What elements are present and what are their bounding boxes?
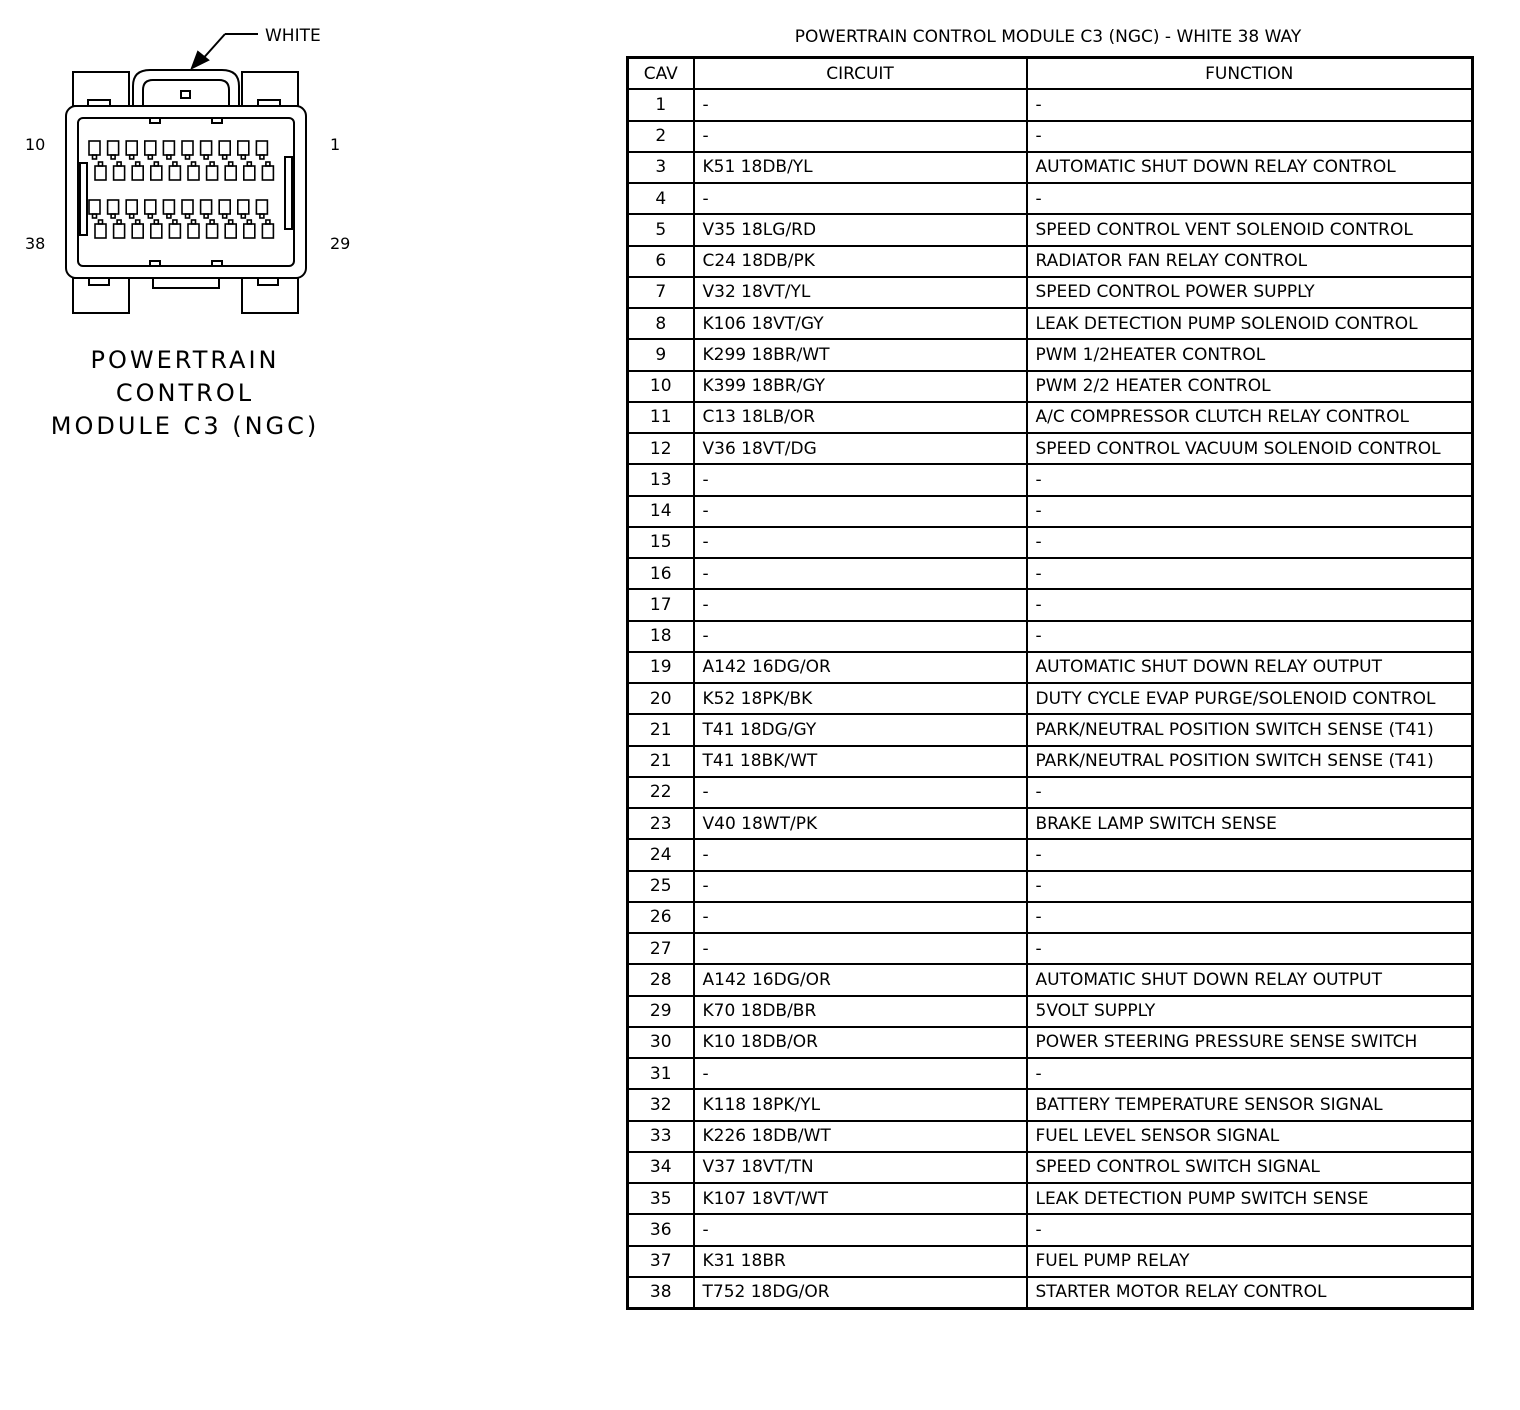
function-cell: PARK/NEUTRAL POSITION SWITCH SENSE (T41) bbox=[1027, 714, 1473, 745]
table-row bbox=[628, 996, 1473, 1027]
cav-cell: 19 bbox=[628, 652, 694, 683]
circuit-cell: - bbox=[694, 777, 1027, 808]
table-row bbox=[628, 402, 1473, 433]
circuit-cell: - bbox=[694, 589, 1027, 620]
table-row bbox=[628, 1214, 1473, 1245]
cavity bbox=[244, 166, 255, 180]
cav-cell: 13 bbox=[628, 464, 694, 495]
cav-cell: 25 bbox=[628, 871, 694, 902]
circuit-cell: A142 16DG/OR bbox=[694, 652, 1027, 683]
circuit-cell: - bbox=[694, 1058, 1027, 1089]
function-cell: - bbox=[1027, 1058, 1473, 1089]
cavity bbox=[145, 141, 156, 155]
cav-cell: 24 bbox=[628, 839, 694, 870]
cav-cell: 38 bbox=[628, 1277, 694, 1309]
circuit-cell: K299 18BR/WT bbox=[694, 339, 1027, 370]
function-cell: PWM 2/2 HEATER CONTROL bbox=[1027, 371, 1473, 402]
circuit-cell: V37 18VT/TN bbox=[694, 1152, 1027, 1183]
connector-latch-bottom-right bbox=[242, 278, 298, 313]
cav-cell: 21 bbox=[628, 714, 694, 745]
cav-cell: 6 bbox=[628, 246, 694, 277]
function-cell: SPEED CONTROL SWITCH SIGNAL bbox=[1027, 1152, 1473, 1183]
table-row bbox=[628, 652, 1473, 683]
cav-cell: 16 bbox=[628, 558, 694, 589]
cavity bbox=[225, 224, 236, 238]
table-row bbox=[628, 902, 1473, 933]
cavity bbox=[163, 141, 174, 155]
function-cell: POWER STEERING PRESSURE SENSE SWITCH bbox=[1027, 1027, 1473, 1058]
cav-cell: 11 bbox=[628, 402, 694, 433]
table-row bbox=[628, 496, 1473, 527]
circuit-cell: - bbox=[694, 558, 1027, 589]
cavity bbox=[262, 224, 273, 238]
function-cell: PWM 1/2HEATER CONTROL bbox=[1027, 339, 1473, 370]
table-row bbox=[628, 1246, 1473, 1277]
function-cell: - bbox=[1027, 89, 1473, 120]
table-row bbox=[628, 808, 1473, 839]
table-row bbox=[628, 183, 1473, 214]
header-function: FUNCTION bbox=[1027, 58, 1473, 90]
function-cell: 5VOLT SUPPLY bbox=[1027, 996, 1473, 1027]
cav-cell: 9 bbox=[628, 339, 694, 370]
circuit-cell: V40 18WT/PK bbox=[694, 808, 1027, 839]
cav-cell: 1 bbox=[628, 89, 694, 120]
circuit-cell: - bbox=[694, 902, 1027, 933]
table-row bbox=[628, 371, 1473, 402]
function-cell: - bbox=[1027, 464, 1473, 495]
circuit-cell: K51 18DB/YL bbox=[694, 152, 1027, 183]
cavity bbox=[151, 166, 162, 180]
connector-lock bbox=[133, 70, 239, 106]
circuit-cell: V35 18LG/RD bbox=[694, 214, 1027, 245]
table-row bbox=[628, 1183, 1473, 1214]
cavity bbox=[188, 224, 199, 238]
circuit-cell: K10 18DB/OR bbox=[694, 1027, 1027, 1058]
function-cell: LEAK DETECTION PUMP SOLENOID CONTROL bbox=[1027, 308, 1473, 339]
function-cell: - bbox=[1027, 621, 1473, 652]
cavity bbox=[95, 166, 106, 180]
cavity bbox=[108, 200, 119, 214]
table-row bbox=[628, 308, 1473, 339]
cavity bbox=[145, 200, 156, 214]
function-cell: AUTOMATIC SHUT DOWN RELAY OUTPUT bbox=[1027, 652, 1473, 683]
cavity bbox=[95, 224, 106, 238]
table-row bbox=[628, 277, 1473, 308]
function-cell: STARTER MOTOR RELAY CONTROL bbox=[1027, 1277, 1473, 1309]
cavity bbox=[114, 224, 125, 238]
cav-cell: 26 bbox=[628, 902, 694, 933]
function-cell: A/C COMPRESSOR CLUTCH RELAY CONTROL bbox=[1027, 402, 1473, 433]
cavity bbox=[89, 141, 100, 155]
connector-diagram bbox=[0, 0, 380, 330]
cavity bbox=[201, 200, 212, 214]
table-row bbox=[628, 589, 1473, 620]
cavity bbox=[256, 200, 267, 214]
cav-cell: 21 bbox=[628, 746, 694, 777]
table-row bbox=[628, 152, 1473, 183]
cavity bbox=[238, 141, 249, 155]
function-cell: SPEED CONTROL POWER SUPPLY bbox=[1027, 277, 1473, 308]
table-row bbox=[628, 558, 1473, 589]
cav-cell: 17 bbox=[628, 589, 694, 620]
circuit-cell: - bbox=[694, 464, 1027, 495]
cav-cell: 29 bbox=[628, 996, 694, 1027]
circuit-cell: K106 18VT/GY bbox=[694, 308, 1027, 339]
circuit-cell: C24 18DB/PK bbox=[694, 246, 1027, 277]
connector-title: POWERTRAIN CONTROL MODULE C3 (NGC) bbox=[50, 346, 320, 440]
cavity bbox=[188, 166, 199, 180]
table-row bbox=[628, 464, 1473, 495]
cavity bbox=[163, 200, 174, 214]
function-cell: AUTOMATIC SHUT DOWN RELAY CONTROL bbox=[1027, 152, 1473, 183]
circuit-cell: - bbox=[694, 121, 1027, 152]
function-cell: - bbox=[1027, 777, 1473, 808]
pin-label-38: 38 bbox=[25, 234, 46, 253]
table-row bbox=[628, 871, 1473, 902]
circuit-cell: - bbox=[694, 621, 1027, 652]
function-cell: AUTOMATIC SHUT DOWN RELAY OUTPUT bbox=[1027, 964, 1473, 995]
table-row bbox=[628, 839, 1473, 870]
function-cell: - bbox=[1027, 496, 1473, 527]
table-title: POWERTRAIN CONTROL MODULE C3 (NGC) - WHITE 38 WAY bbox=[794, 27, 1302, 47]
circuit-cell: - bbox=[694, 527, 1027, 558]
circuit-cell: V36 18VT/DG bbox=[694, 433, 1027, 464]
table-row bbox=[628, 1277, 1473, 1309]
pin-label-10: 10 bbox=[25, 135, 46, 154]
table-row bbox=[628, 214, 1473, 245]
table-row bbox=[628, 714, 1473, 745]
function-cell: BRAKE LAMP SWITCH SENSE bbox=[1027, 808, 1473, 839]
cav-cell: 8 bbox=[628, 308, 694, 339]
cavity bbox=[225, 166, 236, 180]
cav-cell: 4 bbox=[628, 183, 694, 214]
cavity bbox=[201, 141, 212, 155]
function-cell: DUTY CYCLE EVAP PURGE/SOLENOID CONTROL bbox=[1027, 683, 1473, 714]
pinout-table bbox=[626, 56, 1474, 1310]
circuit-cell: V32 18VT/YL bbox=[694, 277, 1027, 308]
header-circuit: CIRCUIT bbox=[694, 58, 1027, 90]
function-cell: - bbox=[1027, 589, 1473, 620]
circuit-cell: K399 18BR/GY bbox=[694, 371, 1027, 402]
cavity bbox=[219, 141, 230, 155]
cav-cell: 27 bbox=[628, 933, 694, 964]
connector-latch-bottom-left bbox=[73, 278, 129, 313]
cavity bbox=[108, 141, 119, 155]
cav-cell: 28 bbox=[628, 964, 694, 995]
table-header-row bbox=[628, 58, 1473, 90]
cav-cell: 2 bbox=[628, 121, 694, 152]
table-row bbox=[628, 1121, 1473, 1152]
cav-cell: 20 bbox=[628, 683, 694, 714]
table-row bbox=[628, 1089, 1473, 1120]
table-row bbox=[628, 1058, 1473, 1089]
cavity bbox=[182, 141, 193, 155]
function-cell: - bbox=[1027, 558, 1473, 589]
function-cell: - bbox=[1027, 902, 1473, 933]
function-cell: - bbox=[1027, 871, 1473, 902]
header-cav: CAV bbox=[628, 58, 694, 90]
cavity bbox=[169, 166, 180, 180]
circuit-cell: T41 18DG/GY bbox=[694, 714, 1027, 745]
cavity bbox=[132, 224, 143, 238]
circuit-cell: - bbox=[694, 89, 1027, 120]
cav-cell: 30 bbox=[628, 1027, 694, 1058]
function-cell: - bbox=[1027, 121, 1473, 152]
table-row bbox=[628, 246, 1473, 277]
circuit-cell: - bbox=[694, 1214, 1027, 1245]
table-row bbox=[628, 683, 1473, 714]
table-row bbox=[628, 121, 1473, 152]
cav-cell: 32 bbox=[628, 1089, 694, 1120]
circuit-cell: - bbox=[694, 183, 1027, 214]
cavity bbox=[238, 200, 249, 214]
table-row bbox=[628, 1152, 1473, 1183]
function-cell: - bbox=[1027, 183, 1473, 214]
function-cell: FUEL PUMP RELAY bbox=[1027, 1246, 1473, 1277]
cav-cell: 23 bbox=[628, 808, 694, 839]
cav-cell: 15 bbox=[628, 527, 694, 558]
function-cell: SPEED CONTROL VACUUM SOLENOID CONTROL bbox=[1027, 433, 1473, 464]
function-cell: - bbox=[1027, 933, 1473, 964]
connector-color-label: WHITE bbox=[265, 26, 321, 46]
circuit-cell: T41 18BK/WT bbox=[694, 746, 1027, 777]
function-cell: SPEED CONTROL VENT SOLENOID CONTROL bbox=[1027, 214, 1473, 245]
cav-cell: 7 bbox=[628, 277, 694, 308]
table-row bbox=[628, 933, 1473, 964]
circuit-cell: K107 18VT/WT bbox=[694, 1183, 1027, 1214]
table-row bbox=[628, 964, 1473, 995]
circuit-cell: - bbox=[694, 496, 1027, 527]
circuit-cell: C13 18LB/OR bbox=[694, 402, 1027, 433]
cav-cell: 14 bbox=[628, 496, 694, 527]
white-pointer-arrow bbox=[192, 34, 258, 68]
cavity-grid bbox=[89, 141, 273, 238]
cav-cell: 5 bbox=[628, 214, 694, 245]
cavity bbox=[89, 200, 100, 214]
cavity bbox=[219, 200, 230, 214]
table-row bbox=[628, 1027, 1473, 1058]
table-row bbox=[628, 433, 1473, 464]
cav-cell: 3 bbox=[628, 152, 694, 183]
cavity bbox=[182, 200, 193, 214]
cav-cell: 34 bbox=[628, 1152, 694, 1183]
cavity bbox=[244, 224, 255, 238]
circuit-cell: T752 18DG/OR bbox=[694, 1277, 1027, 1309]
table-row bbox=[628, 621, 1473, 652]
cavity bbox=[151, 224, 162, 238]
circuit-cell: K118 18PK/YL bbox=[694, 1089, 1027, 1120]
cav-cell: 37 bbox=[628, 1246, 694, 1277]
table-row bbox=[628, 339, 1473, 370]
cav-cell: 10 bbox=[628, 371, 694, 402]
cav-cell: 12 bbox=[628, 433, 694, 464]
function-cell: FUEL LEVEL SENSOR SIGNAL bbox=[1027, 1121, 1473, 1152]
cav-cell: 31 bbox=[628, 1058, 694, 1089]
connector-body bbox=[66, 106, 306, 278]
connector-inner-face bbox=[78, 118, 294, 266]
table-row bbox=[628, 746, 1473, 777]
circuit-cell: K52 18PK/BK bbox=[694, 683, 1027, 714]
circuit-cell: K31 18BR bbox=[694, 1246, 1027, 1277]
cav-cell: 22 bbox=[628, 777, 694, 808]
cav-cell: 36 bbox=[628, 1214, 694, 1245]
function-cell: PARK/NEUTRAL POSITION SWITCH SENSE (T41) bbox=[1027, 746, 1473, 777]
circuit-cell: K226 18DB/WT bbox=[694, 1121, 1027, 1152]
cavity bbox=[114, 166, 125, 180]
table-row bbox=[628, 527, 1473, 558]
circuit-cell: K70 18DB/BR bbox=[694, 996, 1027, 1027]
function-cell: LEAK DETECTION PUMP SWITCH SENSE bbox=[1027, 1183, 1473, 1214]
circuit-cell: - bbox=[694, 839, 1027, 870]
function-cell: RADIATOR FAN RELAY CONTROL bbox=[1027, 246, 1473, 277]
circuit-cell: - bbox=[694, 933, 1027, 964]
cav-cell: 33 bbox=[628, 1121, 694, 1152]
cavity bbox=[262, 166, 273, 180]
cavity bbox=[126, 141, 137, 155]
function-cell: BATTERY TEMPERATURE SENSOR SIGNAL bbox=[1027, 1089, 1473, 1120]
cavity bbox=[207, 224, 218, 238]
cav-cell: 35 bbox=[628, 1183, 694, 1214]
cavity bbox=[169, 224, 180, 238]
pin-label-1: 1 bbox=[330, 135, 341, 154]
cavity bbox=[256, 141, 267, 155]
pin-label-29: 29 bbox=[330, 234, 351, 253]
cav-cell: 18 bbox=[628, 621, 694, 652]
table-row bbox=[628, 777, 1473, 808]
table-row bbox=[628, 89, 1473, 120]
function-cell: - bbox=[1027, 1214, 1473, 1245]
cavity bbox=[207, 166, 218, 180]
cavity bbox=[132, 166, 143, 180]
circuit-cell: A142 16DG/OR bbox=[694, 964, 1027, 995]
cavity bbox=[126, 200, 137, 214]
function-cell: - bbox=[1027, 839, 1473, 870]
circuit-cell: - bbox=[694, 871, 1027, 902]
function-cell: - bbox=[1027, 527, 1473, 558]
